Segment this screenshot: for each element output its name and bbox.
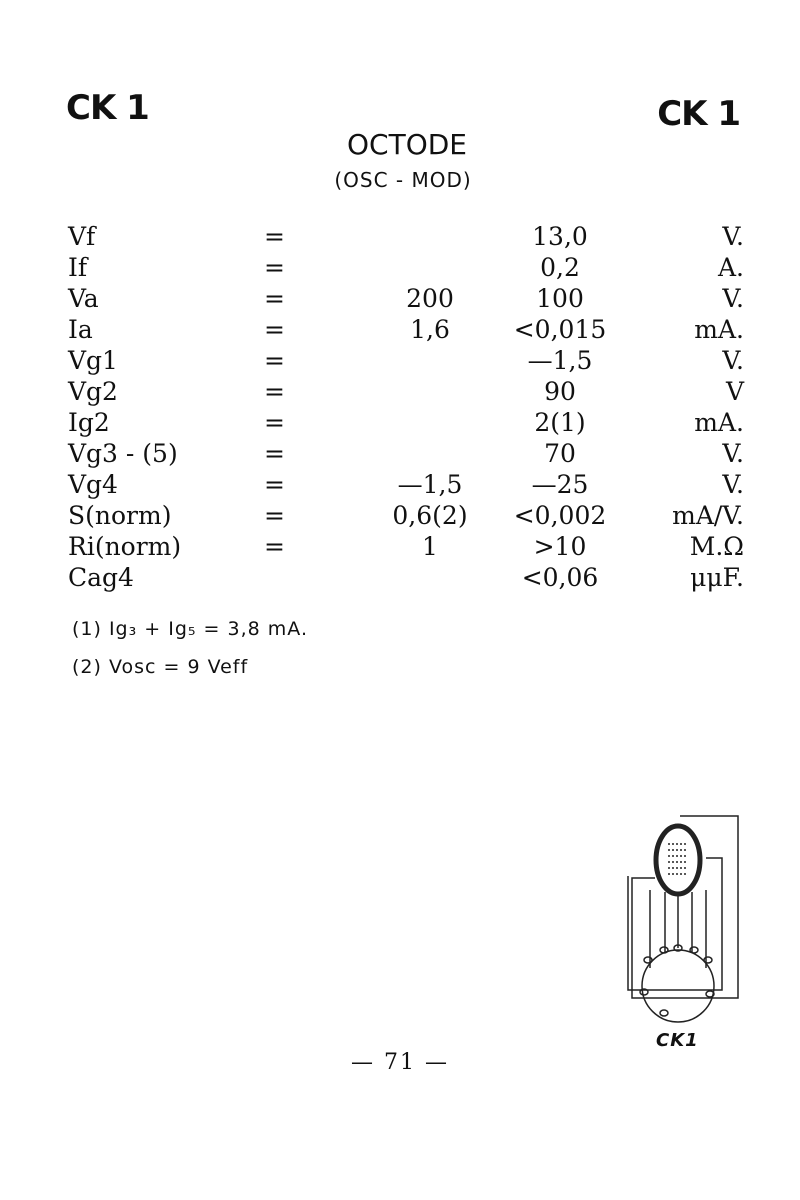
param-name: If <box>68 253 88 282</box>
page-subtitle: (OSC - MOD) <box>334 168 472 192</box>
param-equals: = <box>264 377 285 406</box>
param-equals: = <box>264 284 285 313</box>
param-row <box>0 377 800 408</box>
param-row <box>0 253 800 284</box>
param-name: Vg2 <box>68 377 118 406</box>
tube-base-diagram <box>610 808 760 1058</box>
tube-code-left: CK 1 <box>66 88 149 128</box>
param-unit: mA. <box>694 315 744 344</box>
param-unit: A. <box>717 253 744 282</box>
socket-ring <box>642 950 714 1022</box>
param-name: S(norm) <box>68 501 172 530</box>
param-unit: mA/V. <box>672 501 744 530</box>
page-title: OCTODE <box>347 128 467 161</box>
param-name: Vf <box>68 222 96 251</box>
param-row <box>0 222 800 253</box>
param-value-2: 100 <box>536 284 584 313</box>
socket-pin <box>660 1010 668 1016</box>
param-equals: = <box>264 346 285 375</box>
param-value-1: 1 <box>422 532 438 561</box>
param-unit: V. <box>722 439 744 468</box>
param-equals: = <box>264 222 285 251</box>
param-value-1: —1,5 <box>397 470 463 499</box>
param-row <box>0 563 800 594</box>
footnote-2: (2) Vosc = 9 Veff <box>72 656 249 678</box>
param-value-2: 90 <box>544 377 576 406</box>
page-number: — 71 — <box>351 1050 449 1075</box>
diagram-label: CK1 <box>656 1030 699 1051</box>
electrode-grid <box>668 844 688 874</box>
param-name: Vg1 <box>68 346 118 375</box>
param-name: Ri(norm) <box>68 532 182 561</box>
param-unit: mA. <box>694 408 744 437</box>
param-name: Ia <box>68 315 93 344</box>
param-value-1: 1,6 <box>410 315 450 344</box>
footnote-1: (1) Ig₃ + Ig₅ = 3,8 mA. <box>72 618 308 640</box>
param-value-1: 0,6(2) <box>392 501 468 530</box>
param-row <box>0 439 800 470</box>
footnotes <box>72 618 308 694</box>
param-value-2: —1,5 <box>527 346 593 375</box>
param-unit: μμF. <box>690 563 744 592</box>
param-value-2: <0,06 <box>521 563 599 592</box>
param-value-2: <0,002 <box>513 501 607 530</box>
param-unit: V. <box>722 284 744 313</box>
param-equals: = <box>264 501 285 530</box>
param-row <box>0 315 800 346</box>
param-value-2: <0,015 <box>513 315 607 344</box>
param-value-2: 70 <box>544 439 576 468</box>
param-value-2: —25 <box>531 470 589 499</box>
param-equals: = <box>264 253 285 282</box>
param-row <box>0 501 800 532</box>
param-row <box>0 284 800 315</box>
param-equals: = <box>264 470 285 499</box>
param-unit: V <box>725 377 744 406</box>
tube-envelope <box>656 826 700 894</box>
param-name: Vg4 <box>68 470 118 499</box>
param-name: Cag4 <box>68 563 134 592</box>
tube-code-right: CK 1 <box>657 94 740 134</box>
socket-pin <box>644 957 652 963</box>
param-equals: = <box>264 532 285 561</box>
param-row <box>0 532 800 563</box>
param-row <box>0 470 800 501</box>
param-equals: = <box>264 408 285 437</box>
param-value-2: 13,0 <box>532 222 588 251</box>
param-equals: = <box>264 315 285 344</box>
param-equals: = <box>264 439 285 468</box>
param-name: Ig2 <box>68 408 110 437</box>
param-row <box>0 346 800 377</box>
param-unit: V. <box>722 470 744 499</box>
param-unit: M.Ω <box>689 532 744 561</box>
param-value-2: >10 <box>533 532 587 561</box>
param-unit: V. <box>722 222 744 251</box>
socket-pin <box>690 947 698 953</box>
socket-pin <box>704 957 712 963</box>
param-value-2: 2(1) <box>534 408 586 437</box>
param-value-1: 200 <box>406 284 454 313</box>
param-row <box>0 408 800 439</box>
param-name: Va <box>68 284 99 313</box>
param-unit: V. <box>722 346 744 375</box>
param-value-2: 0,2 <box>540 253 580 282</box>
param-name: Vg3 - (5) <box>68 439 178 468</box>
